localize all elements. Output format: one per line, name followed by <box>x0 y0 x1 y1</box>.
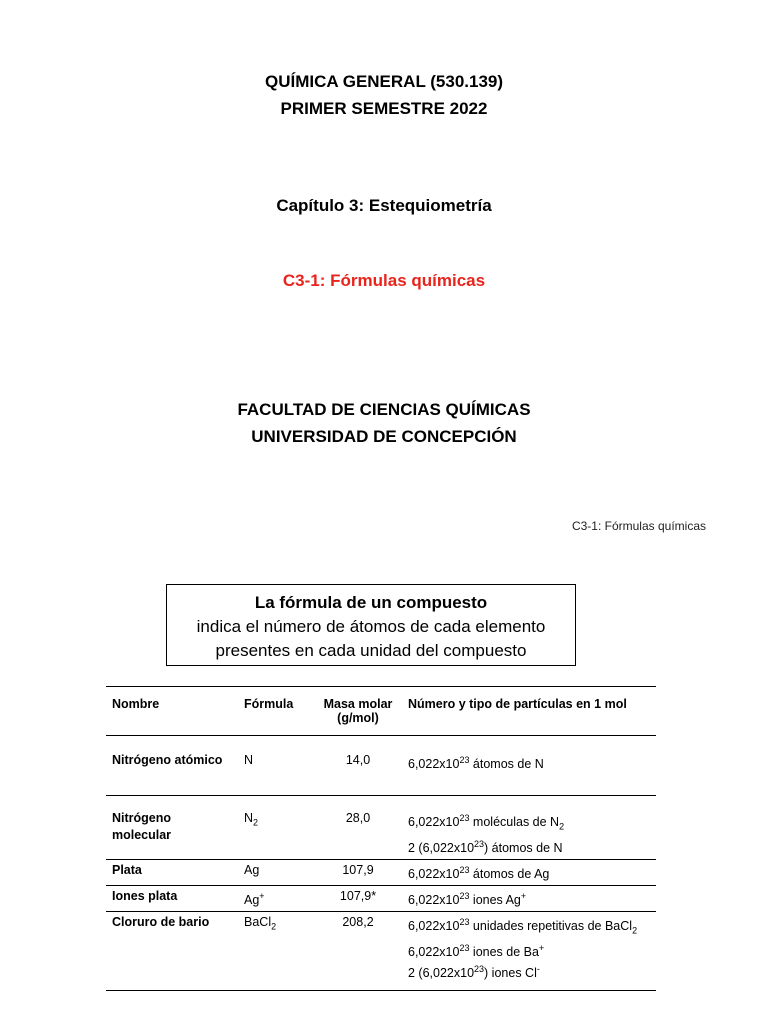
cell-name: Nitrógeno atómico <box>106 736 238 796</box>
txt: átomos de Ag <box>469 867 550 882</box>
slide-header: C3-1: Fórmulas químicas <box>571 519 706 533</box>
cell-particles <box>402 736 656 796</box>
txt: N <box>244 811 254 826</box>
header-molar-mass <box>314 687 402 736</box>
faculty-name: FACULTAD DE CIENCIAS QUÍMICAS <box>237 400 531 419</box>
chapter-title: Capítulo 3: Estequiometría <box>276 196 492 215</box>
definition-box <box>166 584 576 666</box>
exponent: 23 <box>459 891 470 902</box>
txt: ) átomos de N <box>484 840 563 855</box>
cell-particles <box>402 912 656 991</box>
header-molar-mass-unit: (g/mol) <box>337 711 379 725</box>
exponent: 23 <box>474 838 485 849</box>
header-molar-mass-line: Masa molar <box>323 697 393 711</box>
cell-formula <box>238 796 314 860</box>
section-title: C3-1: Fórmulas químicas <box>282 271 486 290</box>
txt: 2 (6,022x10 <box>408 840 475 855</box>
txt: Nitrógeno <box>112 811 172 826</box>
cell-formula <box>238 886 314 912</box>
txt: 6,022x10 <box>408 893 460 908</box>
cell-formula: Ag <box>238 859 314 885</box>
charge: + <box>520 891 527 902</box>
txt: 6,022x10 <box>408 757 460 772</box>
txt: 6,022x10 <box>408 919 460 934</box>
definition-title: La fórmula de un compuesto <box>254 593 488 612</box>
subscript: 2 <box>559 821 565 832</box>
subscript: 2 <box>632 925 638 936</box>
txt: 2 (6,022x10 <box>408 966 475 981</box>
charge: - <box>536 964 540 975</box>
cell-formula: N <box>238 736 314 796</box>
cell-name: Cloruro de bario <box>106 912 238 991</box>
charge: + <box>538 942 545 953</box>
definition-line: presentes en cada unidad del compuesto <box>215 641 527 660</box>
exponent: 23 <box>459 942 470 953</box>
particle-line <box>408 961 650 982</box>
course-title <box>0 68 768 122</box>
particle-line <box>408 836 650 857</box>
cell-mass: 107,9* <box>314 886 402 912</box>
txt: moléculas de N <box>469 815 560 830</box>
table-row <box>106 859 656 885</box>
title-slide <box>0 0 768 510</box>
txt: BaCl <box>244 915 272 930</box>
txt: iones Ag <box>469 893 521 908</box>
txt: molecular <box>112 828 172 843</box>
header-name: Nombre <box>106 687 238 736</box>
cell-particles <box>402 886 656 912</box>
table-row <box>106 912 656 991</box>
subscript: 2 <box>271 921 277 932</box>
cell-formula <box>238 912 314 991</box>
table-header-row <box>106 687 656 736</box>
charge: + <box>259 891 265 902</box>
semester: PRIMER SEMESTRE 2022 <box>280 99 488 118</box>
university-name: UNIVERSIDAD DE CONCEPCIÓN <box>251 427 517 446</box>
exponent: 23 <box>459 755 470 765</box>
cell-name <box>106 796 238 860</box>
header-formula: Fórmula <box>238 687 314 736</box>
cell-mass: 14,0 <box>314 736 402 796</box>
cell-mass: 208,2 <box>314 912 402 991</box>
txt: unidades repetitivas de BaCl <box>469 919 633 934</box>
institution <box>0 396 768 450</box>
cell-mass: 28,0 <box>314 796 402 860</box>
txt: átomos de N <box>469 757 544 772</box>
txt: iones de Ba <box>469 945 539 960</box>
content-slide <box>0 510 768 1024</box>
course-name: QUÍMICA GENERAL (530.139) <box>264 72 504 91</box>
cell-name: Plata <box>106 859 238 885</box>
txt: 6,022x10 <box>408 945 460 960</box>
definition-line: indica el número de átomos de cada elemento <box>196 617 546 636</box>
particle-line <box>408 940 650 961</box>
header-particles: Número y tipo de partículas en 1 mol <box>402 687 656 736</box>
particle-line <box>408 810 650 836</box>
cell-mass: 107,9 <box>314 859 402 885</box>
cell-particles <box>402 859 656 885</box>
txt: ) iones Cl <box>484 966 537 981</box>
subscript: 2 <box>253 817 259 828</box>
cell-name: Iones plata <box>106 886 238 912</box>
cell-particles <box>402 796 656 860</box>
exponent: 23 <box>459 813 470 824</box>
particle-line <box>408 914 650 940</box>
txt: Ag <box>244 893 260 908</box>
txt: 6,022x10 <box>408 867 460 882</box>
exponent: 23 <box>459 917 470 928</box>
table-row <box>106 796 656 860</box>
particles-table <box>106 686 656 991</box>
table-row <box>106 736 656 796</box>
exponent: 23 <box>459 864 470 875</box>
exponent: 23 <box>474 964 485 975</box>
txt: 6,022x10 <box>408 815 460 830</box>
table-row <box>106 886 656 912</box>
